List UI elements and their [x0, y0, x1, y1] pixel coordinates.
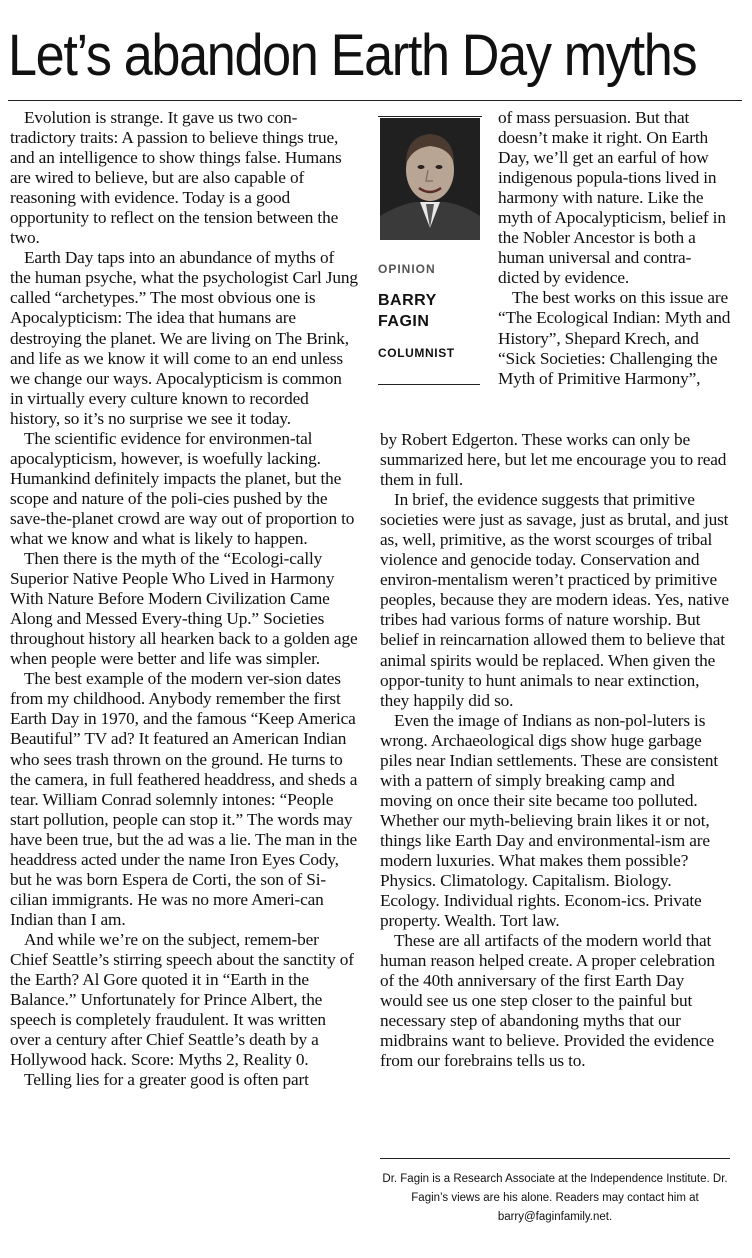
- paragraph: Earth Day taps into an abundance of myths of the human psyche, what the psychologist Carl Jung called “archetypes.” The most obvious one is Apocalypticism: The idea that humans are destroying the planet. We are living on The Brink, and life as we know it will come to an end unless we change our ways. Apocalypticism is common in virtually every culture known to recorded history, so it’s no surprise we see it today.: [10, 248, 358, 428]
- paragraph: These are all artifacts of the modern world that human reason helped create. A proper celebration of the 40th anniversary of the first Earth Day would see us one step closer to the painful but necessary step of abandoning myths that our midbrains want to believe. Provided the evidence from our forebrains tells us to.: [380, 931, 715, 1071]
- author-role: COLUMNIST: [378, 346, 455, 360]
- column-2-beside-photo: [498, 108, 732, 389]
- paragraph: The scientific evidence for environmen-tal apocalypticism, however, is woefully lacking. Humankind definitely impacts the planet, but the scope and nature of the poli-cies pushed by the save-the-planet crowd are way out of proportion to what we know and what is likely to happen.: [10, 428, 355, 548]
- paragraph: Then there is the myth of the “Ecologi-cally Superior Native People Who Lived in Harmony With Nature Before Modern Civilization Came Along and Messed Every-thing Up.” Societies throughout history all hearken back to a golden age when people were better and life was simpler.: [10, 549, 358, 669]
- footnote-rule: [380, 1158, 730, 1159]
- headline-rule: [8, 100, 742, 101]
- author-footnote: Dr. Fagin is a Research Associate at the Independence Institute. Dr. Fagin’s views are his alone. Readers may contact him at barry@faginfamily.net.: [382, 1173, 728, 1223]
- column-2-lower: [380, 430, 730, 1072]
- author-name-first: BARRY: [378, 292, 437, 309]
- paragraph: by Robert Edgerton. These works can only be summarized here, but let me encourage you to read them in full.: [380, 430, 727, 490]
- headline: Let’s abandon Earth Day myths: [8, 23, 697, 88]
- author-portrait-image: [380, 118, 480, 240]
- paragraph: And while we’re on the subject, remem-ber Chief Seattle’s stirring speech about the sanctity of the Earth? Al Gore quoted it in “Earth in the Balance.” Unfortunately for Prince Albert, the speech is completely fraudulent. It was written over a century after Chief Seattle’s death by a Hollywood hack. Score: Myths 2, Reality 0.: [10, 929, 354, 1070]
- paragraph: Telling lies for a greater good is often part: [24, 1070, 309, 1090]
- byline: [378, 262, 478, 360]
- paragraph: Even the image of Indians as non-pol-luters is wrong. Archaeological digs show huge garbage piles near Indian settlements. These are consistent with a pattern of simply breaking camp and moving on once their site became too polluted. Whether our myth-believing brain likes it or not, things like Earth Day and environmental-ism are modern luxuries. What makes them possible? Physics. Climatology. Capitalism. Biology. Ecology. Individual rights. Econom-ics. Private property. Wealth. Tort law.: [380, 710, 719, 931]
- author-name-last: FAGIN: [378, 313, 430, 330]
- paragraph: The best example of the modern ver-sion dates from my childhood. Anybody remember the first Earth Day in 1970, and the famous “Keep America Beautiful” TV ad? It featured an American Indian who sees trash thrown on the ground. He turns to the camera, in full feathered headdress, and sheds a tear. William Conrad solemnly intones: “People start pollution, people can stop it.” The words may have been true, but the ad was a lie. The man in the headdress acted under the name Iron Eyes Cody, but he was born Espera de Corti, the son of Si-cilian immigrants. He was no more Ameri-can Indian than I am.: [10, 669, 358, 929]
- paragraph: The best works on this issue are “The Ecological Indian: Myth and History”, Shepard Krech, and “Sick Societies: Challenging the Myth of Primitive Harmony”,: [498, 288, 731, 388]
- author-photo: [380, 118, 480, 240]
- paragraph: In brief, the evidence suggests that primitive societies were just as savage, just as brutal, and just as, well, primitive, as the worst scourges of tribal violence and genocide today. Conservation and environ-mentalism weren’t practiced by primitive peoples, because they are modern ideas. Yes, native tribes had various forms of nature worship. But belief in reincarnation allowed them to believe that animal spirits would be replaced. When given the oppor-tunity to hunt animals to near extinction, they happily did so.: [380, 490, 729, 710]
- photo-frame-rule: [378, 116, 482, 117]
- section-label: OPINION: [378, 262, 436, 276]
- column-1: [10, 108, 358, 1090]
- paragraph: of mass persuasion. But that doesn’t make it right. On Earth Day, we’ll get an earful of how indigenous popula-tions lived in harmony with nature. Like the myth of Apocalypticism, belief in the Nobler Ancestor is both a human universal and contra-dicted by evidence.: [498, 108, 726, 288]
- paragraph: Evolution is strange. It gave us two con-tradictory traits: A passion to believe things true, and an intelligence to show things false. Humans are wired to believe, but are also capable of reasoning with evidence. Today is a good opportunity to reflect on the tension between the two.: [10, 108, 342, 248]
- byline-rule: [378, 384, 480, 385]
